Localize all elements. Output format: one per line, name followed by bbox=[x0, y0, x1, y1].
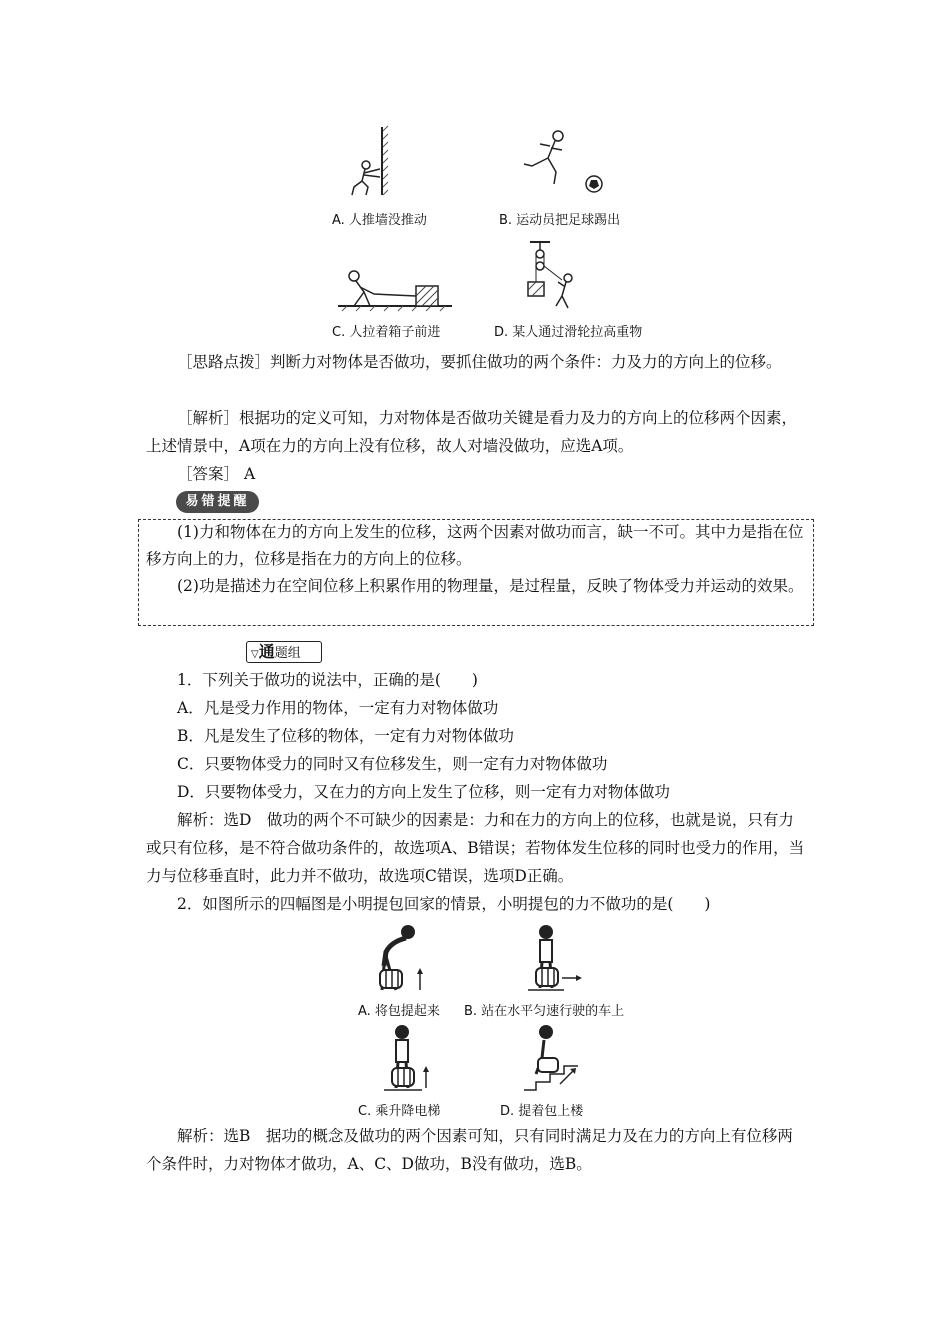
figure-push-wall bbox=[346, 125, 396, 197]
analysis-text: 根据功的定义可知，力对物体是否做功关键是看力及力的方向上的位移两个因素，上述情景中，A项在力的方向上没有位移，故人对墙没做功，应选A项。 bbox=[146, 409, 798, 455]
figure-stand-on-vehicle bbox=[524, 922, 584, 994]
analysis-label: ［解析］ bbox=[177, 409, 240, 427]
badge-small-text: 题组 bbox=[274, 646, 301, 661]
q1-option-b: B．凡是发生了位移的物体，一定有力对物体做功 bbox=[177, 727, 514, 745]
warning-text bbox=[146, 519, 810, 600]
q1-solution: 解析：选D 做功的两个不可缺少的因素是：力和在力的方向上的位移，也就是说，只有力或只有位移，是不符合做功条件的，故选项A、B错误；若物体发生位移的同时也受力的作用，当力与位移垂直时，此力并不做功，故选项C错误，选项D正确。 bbox=[146, 811, 805, 885]
q2-caption-b: B. 站在水平匀速行驶的车上 bbox=[464, 1004, 625, 1019]
answer-label: ［答案］ bbox=[177, 465, 240, 483]
q2-stem: 2．如图所示的四幅图是小明提包回家的情景，小明提包的力不做功的是( ) bbox=[177, 895, 711, 913]
q2-solution: 解析：选B 据功的概念及做功的两个因素可知，只有同时满足力及在力的方向上有位移两个条件时，力对物体才做功，A、C、D做功，B没有做功，选B。 bbox=[146, 1127, 793, 1173]
warning-item-1: (1)力和物体在力的方向上发生的位移，这两个因素对做功而言，缺一不可。其中力是指在位移方向上的力，位移是指在力的方向上的位移。 bbox=[146, 523, 804, 568]
figure-pulley-lift bbox=[516, 240, 580, 314]
q1-stem: 1．下列关于做功的说法中，正确的是( ) bbox=[177, 671, 478, 689]
figure-pull-box bbox=[336, 262, 454, 312]
analysis-paragraph bbox=[146, 404, 806, 460]
q1-option-a: A．凡是受力作用的物体，一定有力对物体做功 bbox=[177, 699, 499, 717]
answer-value: A bbox=[243, 465, 256, 483]
warning-item-2: (2)功是描述力在空间位移上积累作用的物理量，是过程量，反映了物体受力并运动的效果。 bbox=[177, 577, 804, 595]
q2-caption-c: C. 乘升降电梯 bbox=[358, 1104, 441, 1119]
figure-elevator bbox=[382, 1022, 442, 1094]
hint-text: 判断力对物体是否做功，要抓住做功的两个条件：力及力的方向上的位移。 bbox=[270, 353, 782, 371]
fig1-caption-b: B. 运动员把足球踢出 bbox=[499, 213, 621, 228]
hint-label: ［思路点拨］ bbox=[177, 353, 271, 371]
fig1-caption-d: D. 某人通过滑轮拉高重物 bbox=[494, 325, 643, 340]
practice-group-badge bbox=[246, 641, 322, 663]
q1-option-d: D．只要物体受力，又在力的方向上发生了位移，则一定有力对物体做功 bbox=[177, 783, 670, 801]
chevron-down-icon: ▽ bbox=[251, 649, 259, 660]
badge-big-char: 通 bbox=[258, 642, 275, 661]
fig1-caption-a: A. 人推墙没推动 bbox=[332, 213, 427, 228]
q2-caption-a: A. 将包提起来 bbox=[358, 1004, 440, 1019]
figure-lift-bag bbox=[370, 922, 430, 994]
hint-paragraph bbox=[146, 348, 806, 376]
answer-paragraph bbox=[146, 460, 806, 488]
q1-option-c: C．只要物体受力的同时又有位移发生，则一定有力对物体做功 bbox=[177, 755, 608, 773]
warning-badge: 易错提醒 bbox=[176, 491, 259, 513]
q2-caption-d: D. 提着包上楼 bbox=[500, 1104, 584, 1119]
figure-kick-ball bbox=[520, 128, 610, 198]
fig1-caption-c: C. 人拉着箱子前进 bbox=[332, 325, 441, 340]
figure-stairs bbox=[522, 1022, 582, 1094]
